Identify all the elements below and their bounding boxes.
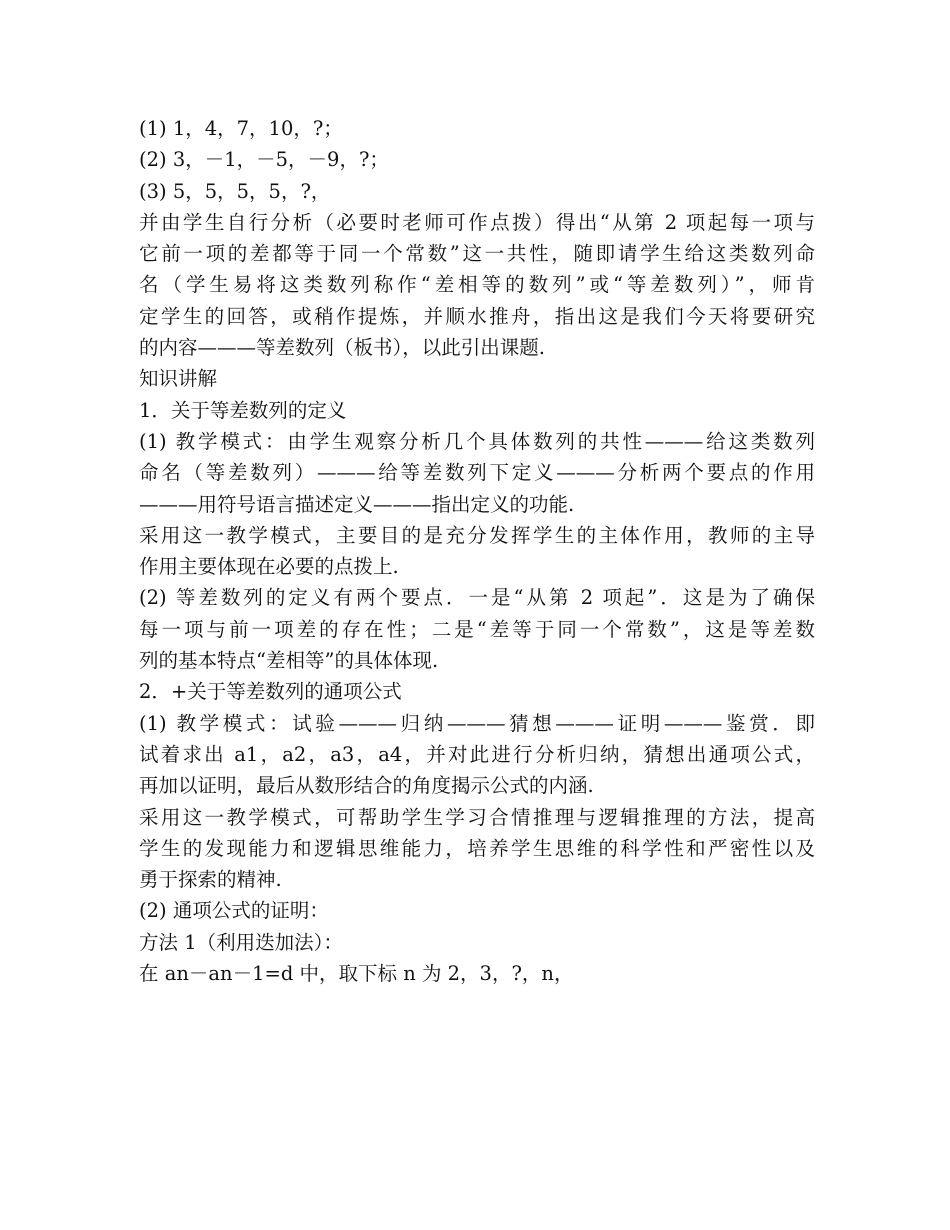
paragraph-line: 勇于探索的精神. <box>139 868 282 892</box>
paragraph-line: 的内容———等差数列（板书），以此引出课题. <box>139 336 545 360</box>
paragraph-line: 列的基本特点“差相等”的具体体现. <box>139 649 439 673</box>
paragraph-line: 它前一项的差都等于同一个常数”这一共性，随即请学生给这类数列命 <box>139 242 815 266</box>
paragraph-line: 命名（等差数列）———给等差数列下定义———分析两个要点的作用 <box>139 461 815 485</box>
paragraph-line: 试着求出 a1，a2，a3，a4，并对此进行分析归纳，猜想出通项公式， <box>139 742 815 766</box>
paragraph-line: 采用这一教学模式，可帮助学生学习合情推理与逻辑推理的方法，提高 <box>139 805 815 829</box>
sequence-example-1: (1) 1，4，7，10，?； <box>139 117 343 140</box>
paragraph-line: (1) 教学模式：试验———归纳———猜想———证明———鉴赏．即 <box>139 711 815 735</box>
subsection-heading: 1．关于等差数列的定义 <box>139 398 347 422</box>
paragraph-line: 名（学生易将这类数列称作“差相等的数列”或“等差数列）”，师肯 <box>139 273 815 297</box>
paragraph-line: 再加以证明，最后从数形结合的角度揭示公式的内涵. <box>139 774 594 798</box>
sequence-example-3: (3) 5，5，5，5，?， <box>139 179 331 203</box>
sequence-example-2: (2) 3，－1，－5，－9，?； <box>139 148 389 172</box>
paragraph-line: 学生的发现能力和逻辑思维能力，培养学生思维的科学性和严密性以及 <box>139 836 815 860</box>
paragraph-line: 方法 1（利用迭加法）： <box>139 930 343 954</box>
paragraph-line: ———用符号语言描述定义———指出定义的功能. <box>139 492 575 516</box>
document-body <box>139 113 815 989</box>
paragraph-line: (2) 等差数列的定义有两个要点．一是“从第 2 项起”．这是为了确保 <box>139 586 815 610</box>
paragraph-line: (1) 教学模式：由学生观察分析几个具体数列的共性———给这类数列 <box>139 429 815 453</box>
paragraph-line: (2) 通项公式的证明： <box>139 899 329 923</box>
paragraph-line: 在 an－an－1=d 中，取下标 n 为 2，3，?，n， <box>139 962 574 986</box>
paragraph-line: 每一项与前一项差的存在性；二是“差等于同一个常数”，这是等差数 <box>139 617 815 641</box>
paragraph-line: 采用这一教学模式，主要目的是充分发挥学生的主体作用，教师的主导 <box>139 523 815 547</box>
subsection-heading: 2．+关于等差数列的通项公式 <box>139 680 402 704</box>
paragraph-line: 定学生的回答，或稍作提炼，并顺水推舟，指出这是我们今天将要研究 <box>139 304 815 328</box>
paragraph-line: 作用主要体现在必要的点拨上. <box>139 555 399 579</box>
section-heading: 知识讲解 <box>139 367 218 391</box>
paragraph-line: 并由学生自行分析（必要时老师可作点拨）得出“从第 2 项起每一项与 <box>139 210 815 234</box>
